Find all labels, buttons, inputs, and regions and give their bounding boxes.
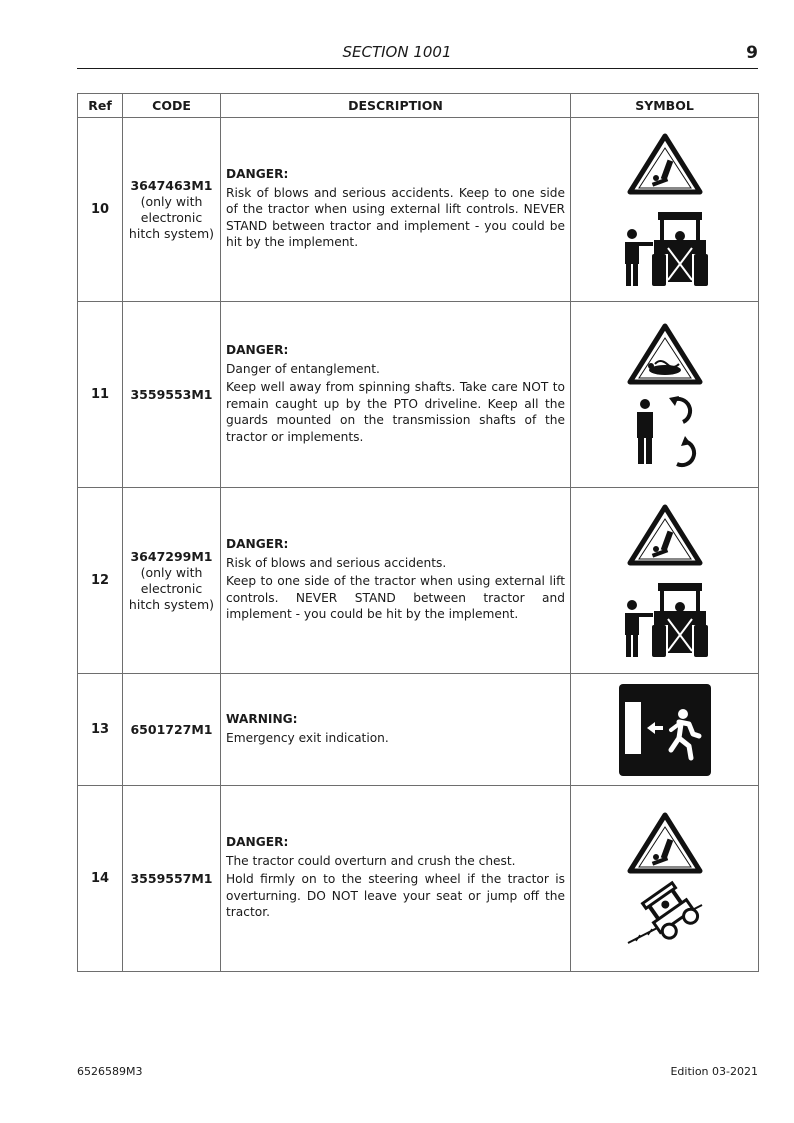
row-code-cell: [123, 488, 221, 674]
row-description: [221, 786, 571, 972]
column-header-description: DESCRIPTION: [221, 94, 571, 118]
column-header-symbol: SYMBOL: [571, 94, 759, 118]
description-text: Risk of blows and serious accidents. Keep to one side of the tractor when using external lift controls. NEVER STAND between tractor and implement - you could be hit by the implement.: [226, 185, 565, 250]
warning-triangle-icon: [630, 815, 700, 871]
part-code: 3647299M1: [130, 548, 213, 564]
header-rule: [77, 68, 758, 69]
code-note: (only with electronic hitch system): [128, 193, 215, 241]
row-description: [221, 488, 571, 674]
row-symbol: [571, 488, 759, 674]
row-ref: 14: [78, 786, 123, 972]
hazard-heading: DANGER:: [226, 537, 289, 552]
row-symbol: [571, 118, 759, 302]
entanglement-hazard-and-rotating-shaft-icons: [625, 320, 705, 470]
document-code: 6526589M3: [77, 1065, 143, 1078]
tractor-bystander-icon: [625, 583, 708, 657]
warning-triangle-icon: [630, 136, 700, 192]
hazard-heading: DANGER:: [226, 167, 289, 182]
tractor-bystander-icon: [625, 212, 708, 286]
table-header-row: [78, 94, 759, 118]
row-ref: 13: [78, 674, 123, 786]
hazard-heading: DANGER:: [226, 343, 289, 357]
part-code: 3559553M1: [130, 386, 213, 402]
row-symbol: [571, 786, 759, 972]
crush-hazard-and-tractor-rollover-icons: [622, 809, 708, 949]
part-code: 6501727M1: [130, 721, 213, 737]
row-ref: 10: [78, 118, 123, 302]
description-text: Danger of entanglement.: [226, 361, 380, 376]
row-ref: 12: [78, 488, 123, 674]
part-code: 3647463M1: [130, 177, 213, 193]
section-title: SECTION 1001: [342, 43, 452, 61]
description-text: Emergency exit indication.: [226, 730, 389, 745]
row-symbol: [571, 302, 759, 488]
hazard-heading: WARNING:: [226, 712, 298, 726]
warning-triangle-icon: [630, 326, 700, 382]
table-row: [78, 488, 759, 674]
decal-table: [77, 93, 759, 972]
table-row: [78, 302, 759, 488]
page-number: 9: [746, 43, 758, 63]
row-ref: 11: [78, 302, 123, 488]
warning-triangle-icon: [630, 507, 700, 563]
row-code-cell: [123, 786, 221, 972]
crush-hazard-and-tractor-bystander-icons: [620, 130, 710, 290]
rotating-shaft-icon: [669, 396, 694, 465]
description-text: Keep well away from spinning shafts. Take care NOT to remain caught up by the PTO driveline. Keep all the guards mounted on the transmission shafts of the tractor or implements.: [226, 380, 565, 444]
hazard-heading: DANGER:: [226, 835, 289, 850]
description-text: Risk of blows and serious accidents.: [226, 555, 447, 570]
row-description: [221, 674, 571, 786]
column-header-ref: Ref: [78, 94, 123, 118]
table-row: [78, 118, 759, 302]
code-note: (only with electronic hitch system): [128, 564, 215, 612]
table-row: [78, 674, 759, 786]
row-code-cell: [123, 302, 221, 488]
description-text: Keep to one side of the tractor when using external lift controls. NEVER STAND between tractor and implement - you could be hit by the implement.: [226, 574, 565, 622]
part-code: 3559557M1: [130, 870, 213, 886]
tractor-rollover-icon: [628, 881, 702, 943]
row-description: [221, 302, 571, 488]
crush-hazard-and-tractor-bystander-icons: [620, 501, 710, 661]
edition-label: Edition 03-2021: [670, 1065, 758, 1078]
row-symbol: [571, 674, 759, 786]
emergency-exit-icon: [619, 684, 711, 776]
table-row: [78, 786, 759, 972]
column-header-code: CODE: [123, 94, 221, 118]
description-text: Hold firmly on to the steering wheel if the tractor is overturning. DO NOT leave your seat or jump off the tractor.: [226, 872, 565, 920]
row-description: [221, 118, 571, 302]
row-code-cell: [123, 674, 221, 786]
description-text: The tractor could overturn and crush the chest.: [226, 853, 516, 868]
person-icon: [637, 399, 653, 464]
row-code-cell: [123, 118, 221, 302]
